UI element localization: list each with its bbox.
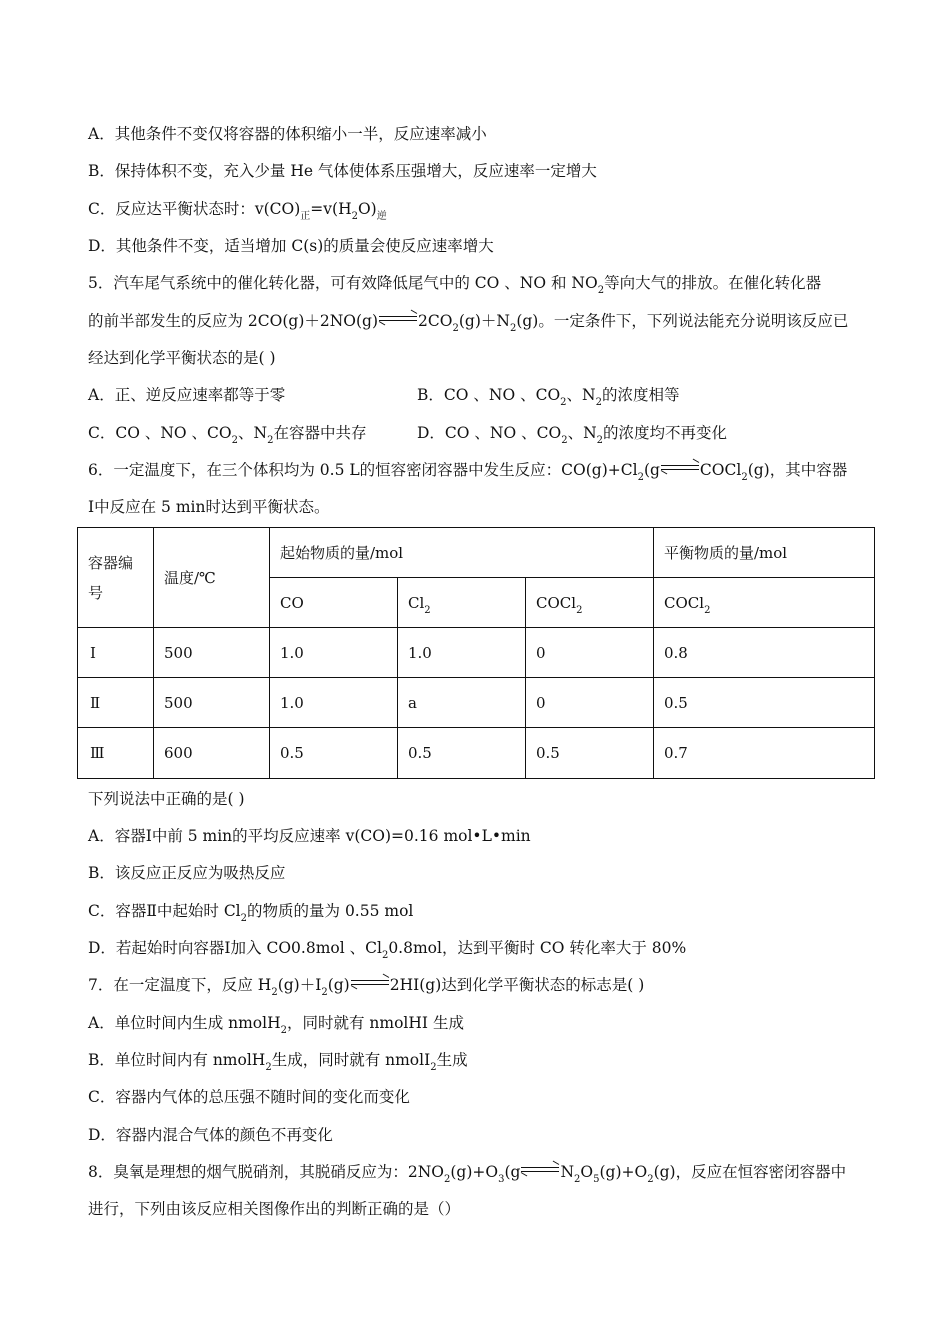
cell-co: 0.5: [270, 728, 398, 779]
header-initial-amount: 起始物质的量/mol: [270, 528, 654, 578]
q6-option-a: A．容器Ⅰ中前 5 min的平均反应速率 v(CO)=0.16 mol•L•min: [88, 827, 531, 845]
cell-cocl2: 0: [526, 678, 654, 728]
cell-temp: 600: [154, 728, 270, 779]
cell-cl2: a: [398, 678, 526, 728]
equilibrium-arrow-icon: [379, 314, 417, 324]
q6-option-d: D．若起始时向容器Ⅰ加入 CO0.8mol 、$Cl_20.8mol$，达到平衡时 CO 转化率大于 80%: [88, 939, 687, 961]
q5-stem-line3: 经达到化学平衡状态的是( ): [88, 349, 276, 367]
header-temperature: 温度/℃: [154, 528, 270, 628]
cell-vessel: Ⅰ: [78, 628, 154, 678]
q5-options-row1: [88, 385, 680, 408]
table-row: [78, 728, 875, 779]
cell-eq: 0.8: [654, 628, 875, 678]
subheader-cocl2: COCl$_2$: [526, 578, 654, 628]
q4-option-d: D．其他条件不变，适当增加 C(s)的质量会使反应速率增大: [88, 237, 494, 255]
cell-temp: 500: [154, 678, 270, 728]
subheader-eq-cocl2: COCl$_2$: [654, 578, 875, 628]
q6-option-c: C．容器Ⅱ中起始时 $Cl_2$的物质的量为 0.55 mol: [88, 902, 414, 924]
cell-co: 1.0: [270, 678, 398, 728]
q7-option-a: A．单位时间内生成 nmolH$_2$，同时就有 nmolHI 生成: [88, 1014, 464, 1036]
cell-cocl2: 0.5: [526, 728, 654, 779]
table-row: [78, 628, 875, 678]
q8-stem-line2: 进行，下列由该反应相关图像作出的判断正确的是（）: [88, 1200, 461, 1218]
cell-co: 1.0: [270, 628, 398, 678]
q6-data-table: [77, 527, 875, 779]
cell-eq: 0.7: [654, 728, 875, 779]
q8-stem-line1: 8．臭氧是理想的烟气脱硝剂，其脱硝反应为：$2NO_2(g)+O_3(g$ $N_2O_5(g)+O_2(g)$，反应在恒容密闭容器中: [88, 1162, 846, 1182]
q4-option-b: B．保持体积不变，充入少量 He 气体使体系压强增大，反应速率一定增大: [88, 162, 597, 180]
q7-option-c: C．容器内气体的总压强不随时间的变化而变化: [88, 1088, 410, 1106]
q6-question: 下列说法中正确的是( ): [88, 790, 245, 808]
equilibrium-arrow-icon: [351, 978, 389, 988]
cell-cl2: 0.5: [398, 728, 526, 779]
cell-vessel: Ⅱ: [78, 678, 154, 728]
equilibrium-arrow-icon: [661, 463, 699, 473]
q5-stem-line2: 的前半部发生的反应为 2CO(g)＋2NO(g) $2CO_2(g)+N_2(g)$。一定条件下，下列说法能充分说明该反应已: [88, 311, 848, 331]
q6-stem-line1: 6．一定温度下，在三个体积均为 0.5 L的恒容密闭容器中发生反应：$CO(g)+Cl_2(g$ COCl$_2$(g)，其中容器: [88, 460, 847, 480]
cell-cocl2: 0: [526, 628, 654, 678]
q6-option-b: B．该反应正反应为吸热反应: [88, 864, 286, 882]
cell-temp: 500: [154, 628, 270, 678]
equilibrium-arrow-icon: [521, 1165, 559, 1175]
q5-options-row2: [88, 423, 728, 446]
subheader-cl2: $Cl_2$: [398, 578, 526, 628]
q7-stem: 7．在一定温度下，反应 $H_2(g)+I_2(g)$ 2HI(g)达到化学平衡状态的标志是( ): [88, 975, 644, 995]
cell-vessel: Ⅲ: [78, 728, 154, 779]
q6-stem-line2: Ⅰ中反应在 5 min时达到平衡状态。: [88, 498, 330, 516]
table-row: [78, 678, 875, 728]
q5-option-c: C．CO 、NO 、$CO_2$、$N_2$在容器中共存: [88, 424, 367, 446]
q5-option-a: A．正、逆反应速率都等于零: [88, 386, 286, 404]
cell-cl2: 1.0: [398, 628, 526, 678]
q5-option-b: B．CO 、NO 、$CO_2$、$N_2$的浓度相等: [417, 386, 680, 408]
subheader-co: CO: [270, 578, 398, 628]
q5-stem-line1: 5．汽车尾气系统中的催化转化器，可有效降低尾气中的 CO 、NO 和 $NO_2$等向大气的排放。在催化转化器: [88, 274, 822, 296]
q5-option-d: D．CO 、NO 、$CO_2$、$N_2$的浓度均不再变化: [417, 424, 728, 446]
q4-option-c: C．反应达平衡状态时：$v(CO)_正=v(H_2O)_逆$: [88, 200, 387, 222]
header-vessel-no: 容器编号: [78, 528, 154, 628]
q7-option-b: B．单位时间内有 nmolH$_2$生成，同时就有 nmolI$_2$生成: [88, 1051, 468, 1073]
q4-option-a: A．其他条件不变仅将容器的体积缩小一半，反应速率减小: [88, 125, 487, 143]
header-equilibrium-amount: 平衡物质的量/mol: [654, 528, 875, 578]
q7-option-d: D．容器内混合气体的颜色不再变化: [88, 1126, 333, 1144]
cell-eq: 0.5: [654, 678, 875, 728]
